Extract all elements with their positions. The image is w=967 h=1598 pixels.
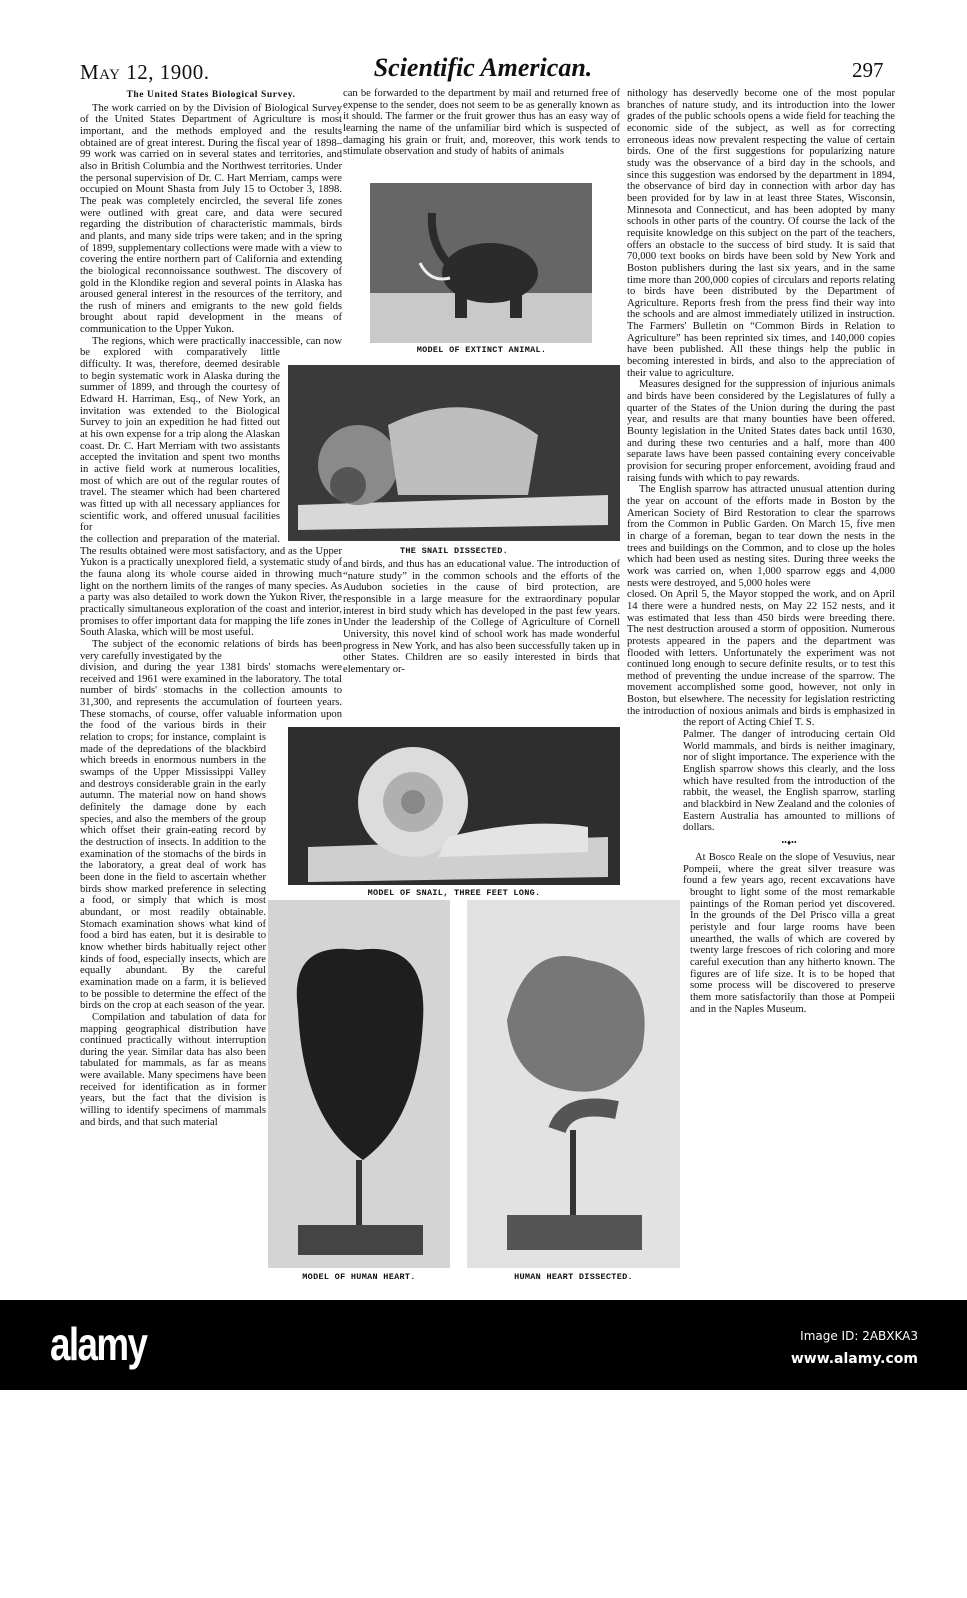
alamy-logo: alamy xyxy=(50,1318,147,1370)
paragraph: the collection and preparation of the material. The results obtained were most satisfactory, and as the Upper Yukon is a practically unexplored field, a systematic study of the fauna along its whole course aided in throwing much light on the northern limits of the ranges of many species. As a party was also detailed to work down the Yukon River, the practically simultaneous exploration of the coast and interior, promises to offer important data for mapping the life zones in South Alaska, which will be most useful. xyxy=(80,533,342,639)
extinct-animal-photo xyxy=(370,183,592,343)
paragraph: Compilation and tabulation of data for mapping geographical distribution have continued practically without interruption during the year. Similar data has also been tabulated for mammals, as far as means were available. Many specimens have been received for identification as in former years, but the fact that the division is willing to identify specimens of mammals and birds, and that such material xyxy=(80,1011,266,1128)
image-id: Image ID: 2ABXKA3 xyxy=(800,1329,918,1343)
section-ornament: ••♦•• xyxy=(781,838,797,847)
paragraph: and birds, and thus has an educational value. The introduction of “nature study” in the common schools and the efforts of the Audubon societies in the cause of bird protection, are responsible in a large measure for the extraordinary popular interest in bird study which has developed in the past few years. Under the leadership of the College of Agriculture of Cornell University, this novel kind of school work has made wonderful progress in New York, and has also been successfully taken up in other States. Children are so easily interested in birds that elementary or- xyxy=(343,559,620,675)
paragraph: Measures designed for the suppression of injurious animals and birds have been considered by the Legislatures of fully a quarter of the States of the Union during the during the past year, and results are that many bounties have been offered. Bounty legislation in the United States dates back until 1630, and during these two centuries and a half, more than 400 separate laws have been passed containing every conceivable provision for securing proper enforcement, avoiding fraud and raising funds with which to pay rewards. xyxy=(627,379,895,484)
paragraph: At Bosco Reale on the slope of Vesuvius, near Pompeii, where the great silver treasure was found a few years ago, recent excavations have brought to light some of the most remarkable paintings of the Roman period yet discovered. In the grounds of the Del Prisco villa a great peristyle and four large rooms have been unearthed, the walls of which are covered by twenty large frescoes of rich coloring and more careful execution than any hitherto known. The figures are of life size. It is to be hoped that some process will be discovered to preserve them more satisfactorily than those at Pompeii and in the Naples Museum. xyxy=(683,852,895,1015)
paragraph: closed. On April 5, the Mayor stopped the work, and on April 14 there were a hundred nests, on May 22 152 nests, and it was estimated that less than 450 birds were breeding there. The nest destruction aroused a storm of opposition. Numerous protests appeared in the papers and the department was flooded with letters. Unfortunately the experiment was not continued long enough to secure definite results, or to test this method of preventing the undue increase of the sparrow. The movement accomplished some good, however, not only in Boston, but elsewhere. The necessity for legislation restricting the introduction of noxious animals and birds is emphasized in the report of Acting Chief T. S. xyxy=(627,589,895,729)
masthead: Scientific American. xyxy=(373,53,593,82)
middle-column-block-2 xyxy=(343,559,620,676)
middle-column-block-1 xyxy=(343,88,620,158)
issue-date: May 12, 1900. xyxy=(80,60,210,84)
figure-caption: MODEL OF EXTINCT ANIMAL. xyxy=(416,345,547,355)
human-heart-dissected-photo xyxy=(467,900,680,1268)
site-url: www.alamy.com xyxy=(790,1351,918,1367)
paragraph: nithology has deservedly become one of the most popular branches of nature study, and its introduction into the lower grades of the public schools opens a wide field for teaching the economic side of the subject, as well as for correcting erroneous ideas now prevalent respecting the value of certain birds. One of the first suggestions for popularizing nature study was the observance of a bird day in the schools, and since this suggestion was endorsed by the department in 1894, the observance of bird day in connection with arbor day has been provided for by law in at least three States, Wisconsin, Minnesota and Connecticut, and has been adopted by many schools in other parts of the country. Of course the lack of the requisite knowledge on this subject on the part of the teachers, offers an obstacle to the success of bird study. It is said that 70,000 text books on birds have been sold by New York and Boston publishers during the last six years, and in the same time more than 200,000 copies of circulars and reports relating to birds have been distributed by the Department of Agriculture. Reports fresh from the press find their way into the schools and are almost immediately utilized in instruction. The Farmers' Bulletin on “Common Birds in Relation to Agriculture” has been reprinted six times, and 140,000 copies have been published. All these things help the public in becoming interested in birds, and also to the appreciation of their value to agriculture. xyxy=(627,88,895,379)
paragraph: The work carried on by the Division of Biological Survey of the United States Department of Agriculture is most important, and the methods employed and the results obtained are of great interest. During the fiscal year of 1898–99 work was carried on in several states and territories, and also in British Columbia and the Northwest territories. Under the personal supervision of Dr. C. Hart Merriam, camps were occupied on Mount Shasta from July 15 to October 3, 1898. The peak was completely encircled, the several life zones were outlined with great care, and data were secured regarding the distribution of characteristic mammals, birds and plants, and many side trips were taken; and in the spring of 1899, supplementary collections were made with a view to covering the entire northern part of California and extending the biological reconnoissance southwest. The discovery of gold in the Klondike region and several points in Alaska has aroused general interest in the resources of the territory, and the rush of miners and emigrants to the new gold fields brought about rapid development in the means of communication to the Upper Yukon. xyxy=(80,102,342,336)
paragraph: The regions, which were practically inaccessible, can now be explored with comparatively little difficulty. It was, therefore, deemed desirable to begin systematic work in Alaska during the summer of 1899, and through the courtesy of Edward H. Harriman, Esq., of New York, an invitation was extended to the Biological Survey to join an expedition he had fitted out at his own expense for a trip along the Alaskan coast. Dr. C. Hart Merriam with two assistants accepted the invitation and spent two months in active field work at numerous localities, most of which are out of the regular routes of travel. The steamer which had been chartered was fitted up with all necessary appliances for scientific work, and offered unusual facilities for xyxy=(80,335,342,534)
snail-model-photo xyxy=(288,727,620,885)
figure-caption: THE SNAIL DISSECTED. xyxy=(399,546,509,556)
snail-dissected-photo xyxy=(288,365,620,541)
article-heading: The United States Biological Survey. xyxy=(126,90,296,100)
figure-caption: MODEL OF HUMAN HEART. xyxy=(302,1272,416,1282)
figure-caption: MODEL OF SNAIL, THREE FEET LONG. xyxy=(367,888,541,898)
paragraph: can be forwarded to the department by mail and returned free of expense to the sender, does not seem to be as generally known as it should. The farmer or the fruit grower thus has an easy way of learning the name of the unfamiliar bird which is suspected of damaging his grain or fruit, and, moreover, this work tends to stimulate observation and study of habits of animals xyxy=(343,88,620,158)
layout-spacer xyxy=(627,722,683,898)
paragraph: The subject of the economic relations of birds has been very carefully investigated by the xyxy=(80,638,342,662)
page-number: 297 xyxy=(852,58,884,82)
paragraph: Palmer. The danger of introducing certain Old World mammals, and birds is neither imaginary, nor of slight importance. The experience with the English sparrow shows this clearly, and the loss which have resulted from the introduction of the rabbit, the weasel, the English sparrow, starling and blackbird in New Zealand and the colonies of Eastern Australia has amounted to millions of dollars. xyxy=(683,729,895,834)
paragraph: The English sparrow has attracted unusual attention during the year on account of the efforts made in Boston by the American Society of Bird Restoration to clear the sparrows from the Common in Public Garden. On March 15, five men in charge of a foreman, began to tear down the nests in the trees and buildings on the Common, and to close up the holes which had been used as nesting sites. During three weeks the work was carried on, when 1,000 sparrow eggs and 4,000 nests were destroyed, and 5,000 holes were xyxy=(627,484,895,589)
paragraph: division, and during the year 1381 birds' stomachs were received and 1961 were examined in the laboratory. The total number of birds' stomachs in the collection amounts to 31,300, and represents the accumulation of fourteen years. These stomachs, of course, offer valuable information upon the food of the various birds in their relation to crops; for instance, complaint is made of the depredations of the blackbird which breeds in enormous numbers in the swamps of the Upper Mississippi Valley and destroys considerable grain in the early autumn. The material now on hand shows definitely the damage done by each species, and also the members of the group which offset their grain-eating record by the destruction of insects. In addition to the examination of the stomachs of the birds in the laboratory, a great deal of work has been done in the field to ascertain whether birds show marked preference in selecting a food, or simply that which is most abundant, or most readily obtainable. Stomach examination shows what kind of food a bird has eaten, but it is desirable to know whether birds habitually reject other kinds of food, especially insects, which are equally abundant. By the careful examination made on a farm, it is believed to be possible to determine the effect of the birds on the crop at each season of the year. xyxy=(80,662,342,1012)
figure-caption: HUMAN HEART DISSECTED. xyxy=(514,1272,633,1282)
human-heart-model-photo xyxy=(268,900,450,1268)
